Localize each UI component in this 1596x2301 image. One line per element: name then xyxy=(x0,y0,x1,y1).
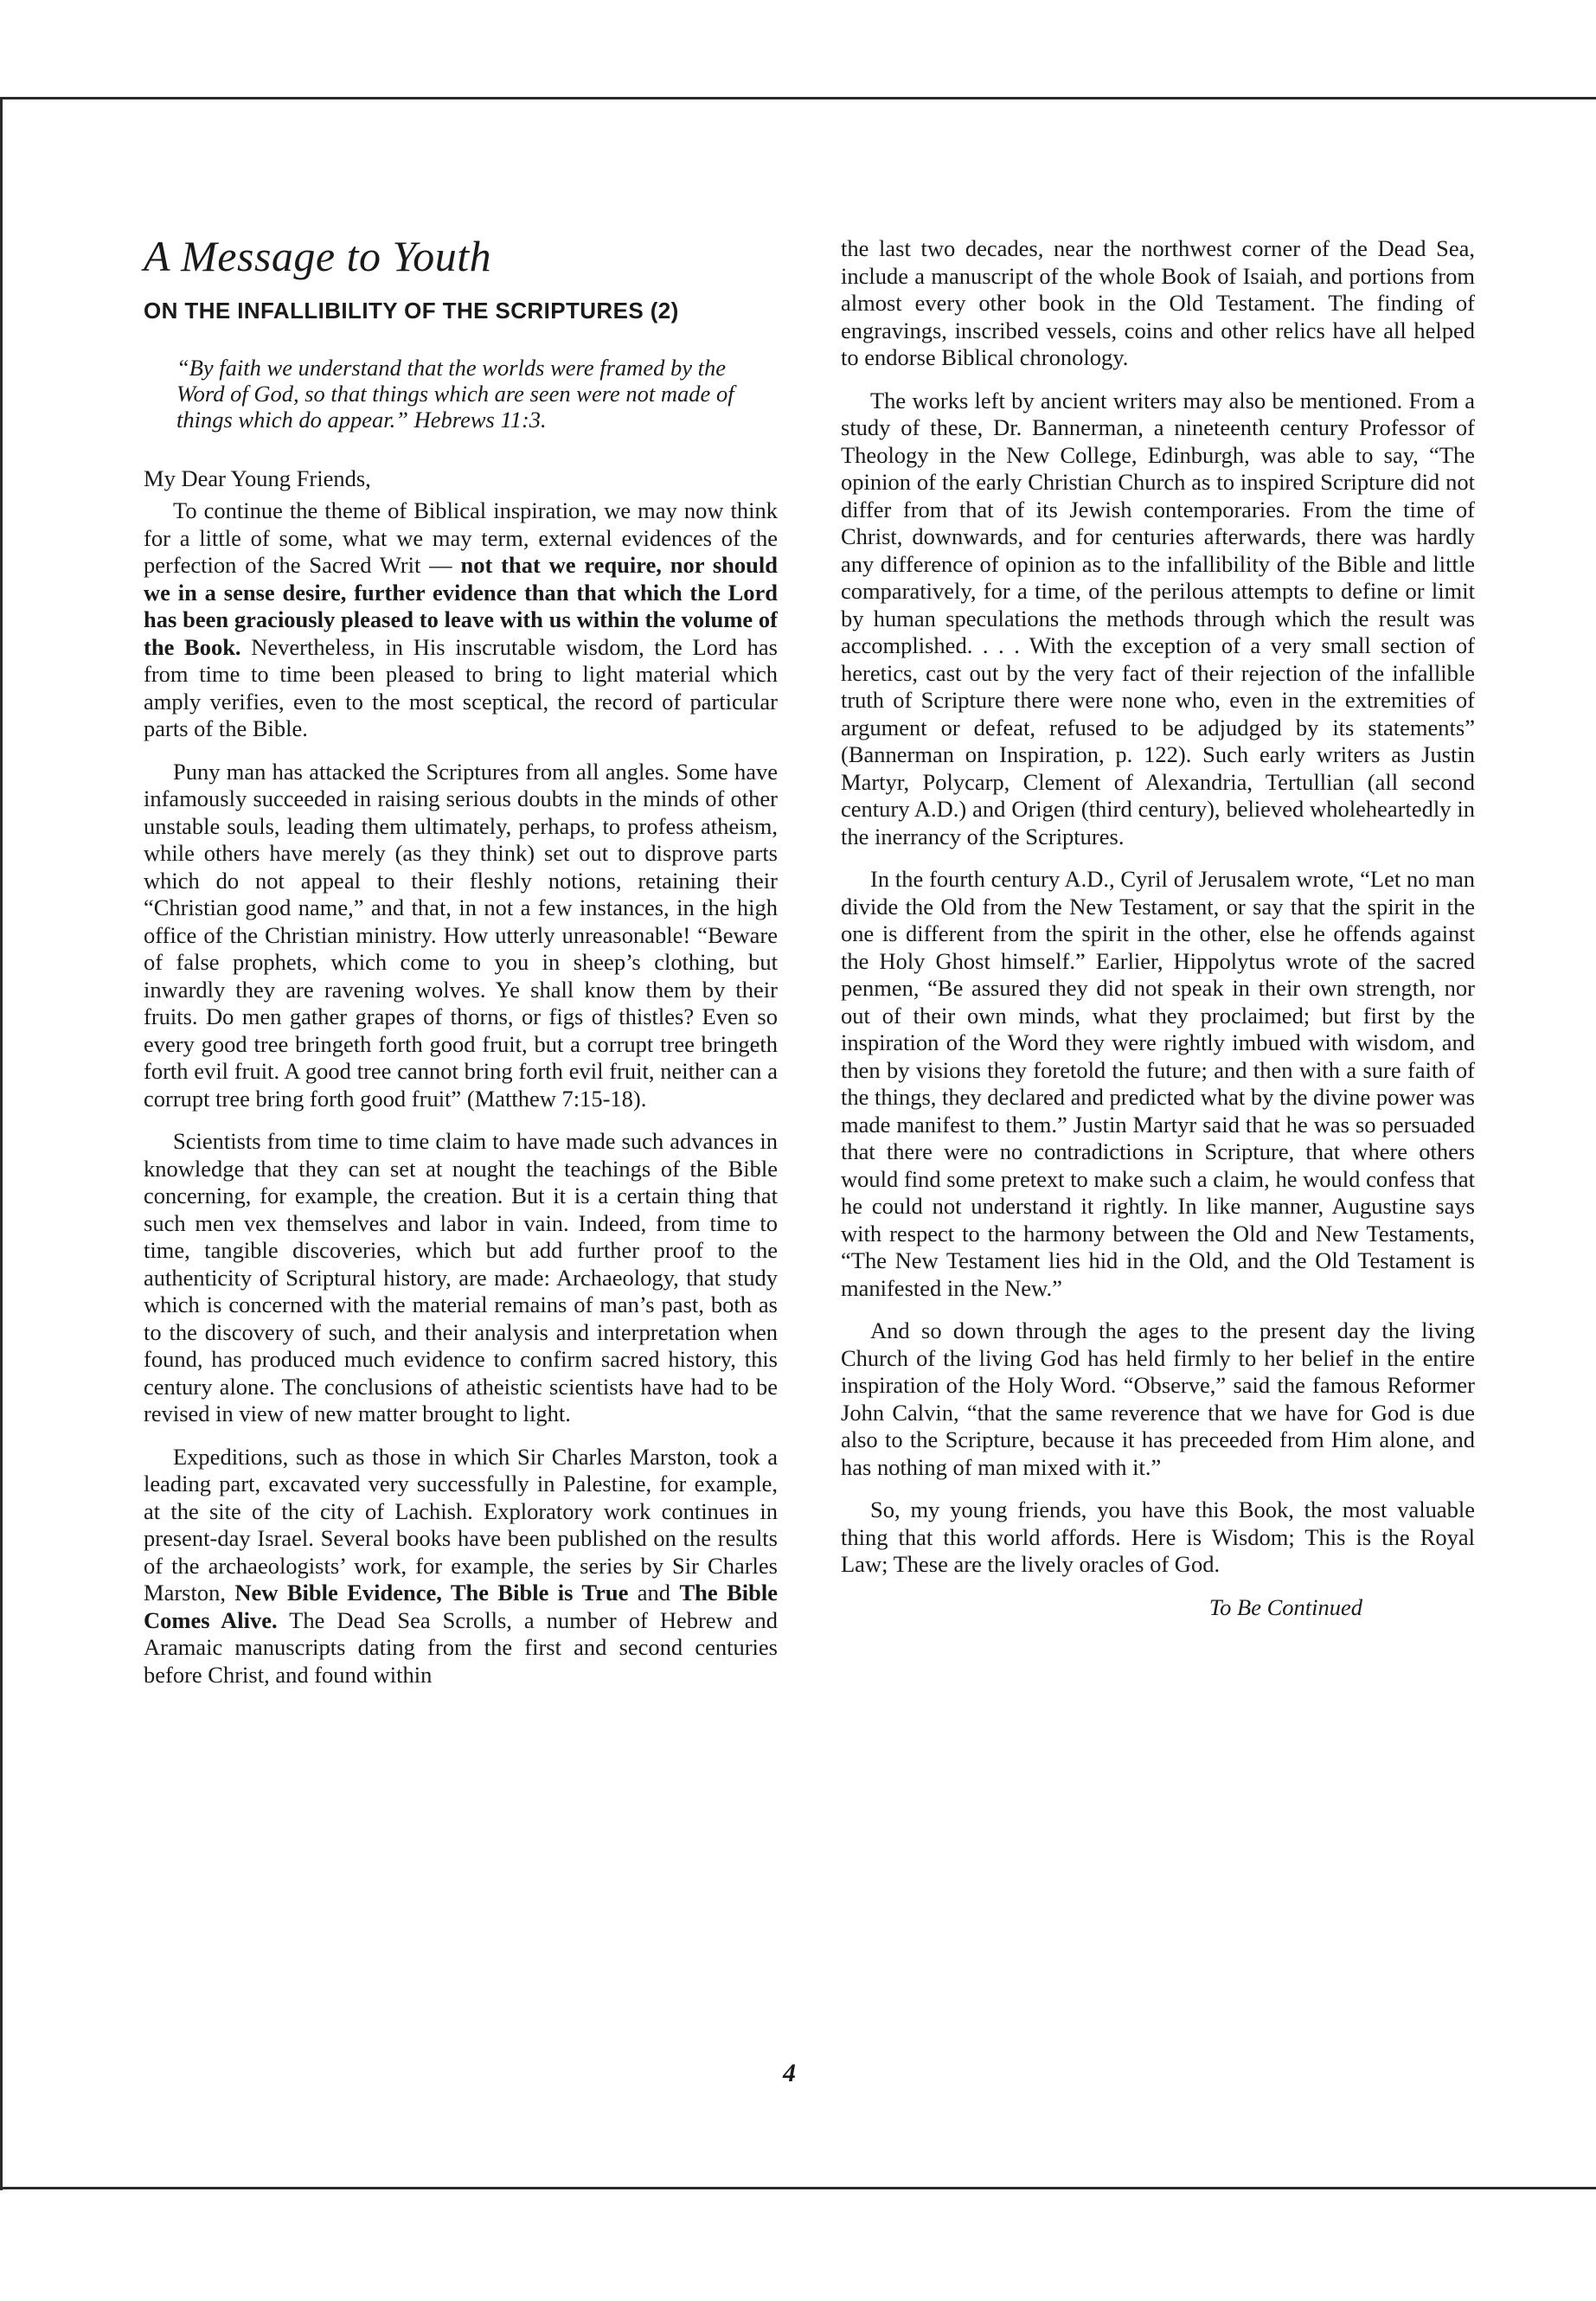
paragraph-6: The works left by ancient writers may also be mentioned. From a study of these, Dr. Bannerman, a nineteenth century Professor of Theology in the New College, Edinburgh, was able to say, “The opinion of the early Christian Church as to inspired Scripture did not differ from that of its Jewish contemporaries. From the time of Christ, downwards, and for centuries afterwards, there was hardly any difference of opinion as to the infallibility of the Bible and little comparatively, for a time, of the perilous attempts to define or limit by human speculations the methods through which the result was accomplished. . . . With the exception of a very small section of heretics, cast out by the very fact of their rejection of the infallible truth of Scripture there were none who, even in the extremities of argument or defeat, refused to be adjudged by its statements” (Bannerman on Inspiration, p. 122). Such early writers as Justin Martyr, Polycarp, Clement of Alexandria, Tertullian (all second century A.D.) and Origen (third century), believed wholeheartedly in the inerrancy of the Scriptures. xyxy=(841,387,1475,849)
paragraph-4: Expeditions, such as those in which Sir Charles Marston, took a leading part, excavated very successfully in Palestine, for example, at the site of the city of Lachish. Exploratory work continues in present-day Israel. Several books have been published on the results of the archaeologists’ work, for example, the series by Sir Charles Marston, New Bible Evidence, The Bible is True and The Bible Comes Alive. The Dead Sea Scrolls, a number of Hebrew and Aramaic manuscripts dating from the first and second centuries before Christ, and found within xyxy=(144,1443,779,1688)
paragraph-8: And so down through the ages to the present day the living Church of the living God has held firmly to her belief in the entire inspiration of the Holy Word. “Observe,” said the famous Reformer John Calvin, “that the same reverence that we have for God is due also to the Scripture, because it has preceeded from Him alone, and has nothing of man mixed with it.” xyxy=(841,1317,1475,1480)
epigraph: “By faith we understand that the worlds were framed by the Word of God, so that things which are seen were not made of things which do appear.” Hebrews 11:3. xyxy=(176,354,734,433)
page-edge-left xyxy=(0,97,3,2190)
page-edge-bottom xyxy=(0,2187,1596,2189)
paragraph-9: So, my young friends, you have this Book, the most valuable thing that this world affords. Here is Wisdom; This is the Royal Law; These are the lively oracles of God. xyxy=(841,1497,1475,1577)
article-title: A Message to Youth xyxy=(144,232,492,280)
salutation: My Dear Young Friends, xyxy=(144,465,371,491)
paragraph-1: To continue the theme of Biblical inspiration, we may now think for a little of some, what we may term, external evidences of the perfection of the Sacred Writ — not that we require, nor should we in a sense desire, further evidence than that which the Lord has been graciously pleased to leave with us within the volume of the Book. Nevertheless, in His inscrutable wisdom, the Lord has from time to time been pleased to bring to light material which amply verifies, even to the most sceptical, the record of particular parts of the Bible. xyxy=(144,497,778,741)
page-number: 4 xyxy=(783,2059,796,2087)
paragraph-5: the last two decades, near the northwest corner of the Dead Sea, include a manuscript of the whole Book of Isaiah, and portions from almost every other book in the Old Testament. The finding of engravings, inscribed vessels, coins and other relics have all helped to endorse Biblical chronology. xyxy=(841,235,1475,370)
paragraph-2: Puny man has attacked the Scriptures from all angles. Some have infamously succeeded in raising serious doubts in the minds of other unstable souls, leading them ultimately, perhaps, to profess atheism, while others have merely (as they think) set out to disprove parts which do not appeal to their fleshly notions, retaining their “Christian good name,” and that, in not a few instances, in the high office of the Christian ministry. How utterly unreasonable! “Beware of false prophets, which come to you in sheep’s clothing, but inwardly they are ravening wolves. Ye shall know them by their fruits. Do men gather grapes of thorns, or figs of thistles? Even so every good tree bringeth forth good fruit, but a corrupt tree bringeth forth evil fruit. A good tree cannot bring forth evil fruit, neither can a corrupt tree bring forth good fruit” (Matthew 7:15-18). xyxy=(144,758,778,1112)
left-column xyxy=(144,232,778,1704)
right-column xyxy=(841,235,1475,1621)
to-be-continued: To Be Continued xyxy=(1208,1593,1362,1620)
page-top-margin xyxy=(0,0,1596,97)
page-edge-top xyxy=(0,97,1596,99)
paragraph-7: In the fourth century A.D., Cyril of Jerusalem wrote, “Let no man divide the Old from the New Testament, or say that the spirit in the one is different from the spirit in the other, else he offends against the Holy Ghost himself.” Earlier, Hippolytus wrote of the sacred penmen, “Be assured they did not speak in their own strength, nor out of their own minds, what they proclaimed; but first by the inspiration of the Word they were rightly imbued with wisdom, and then by visions they foretold the future; and then with a sure faith of the things, they declared and predicted what by the divine power was made manifest to them.” Justin Martyr said that he was so persuaded that there were no contradictions in Scripture, that where others would find some pretext to make such a claim, he would confess that he could not understand it rightly. In like manner, Augustine says with respect to the harmony between the Old and New Testaments, “The New Testament lies hid in the Old, and the Old Testament is manifested in the New.” xyxy=(841,866,1475,1301)
article-subtitle: ON THE INFALLIBILITY OF THE SCRIPTURES (2) xyxy=(144,298,679,324)
paragraph-3: Scientists from time to time claim to have made such advances in knowledge that they can set at nought the teachings of the Bible concerning, for example, the creation. But it is a certain thing that such men vex themselves and labor in vain. Indeed, from time to time, tangible discoveries, which but add further proof to the authenticity of Scriptural history, are made: Archaeology, that study which is concerned with the material remains of man’s past, both as to the discovery of such, and their analysis and interpretation when found, has produced much evidence to confirm sacred history, this century alone. The conclusions of atheistic scientists have had to be revised in view of new matter brought to light. xyxy=(144,1128,778,1426)
